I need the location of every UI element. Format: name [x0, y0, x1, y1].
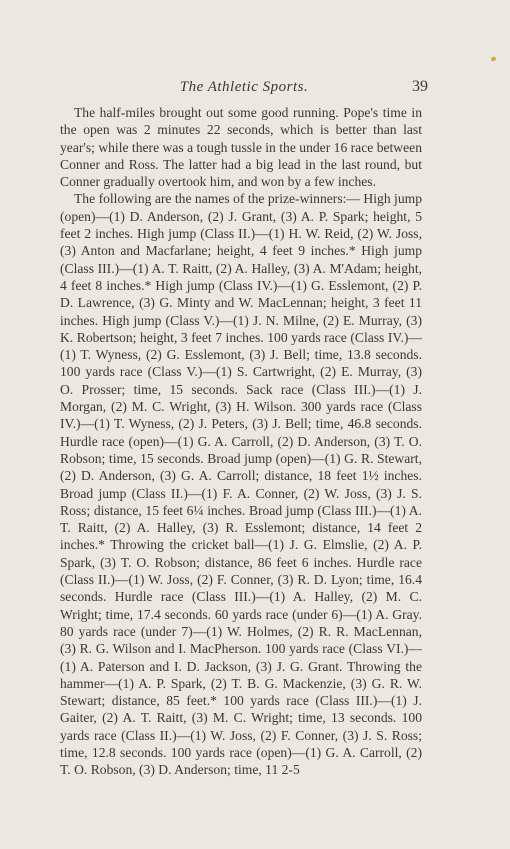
paragraph-prize-winners: The following are the names of the prize-winners:— High jump (open)—(1) D. Anderson, (2) J. Grant, (3) A. P. Spark; height, 5 feet 2 inches. High jump (Class II.)—(1) H. W. Reid, (2) W. Joss, (3) Anton and Macfarlane; height, 4 feet 9 inches.* High jump (Class III.)—(1) A. T. Raitt, (2) A. Halley, (3) A. M'Adam; height, 4 feet 8 inches.* High jump (Class IV.)—(1) G. Esslemont, (2) P. D. Lawrence, (3) G. Minty and W. MacLennan; height, 3 feet 11 inches. High jump (Class V.)—(1) J. N. Milne, (2) E. Murray, (3) K. Robertson; height, 3 feet 7 inches. 100 yards race (Class IV.)—(1) T. Wyness, (2) G. Esslemont, (3) J. Bell; time, 13.8 seconds. 100 yards race (Class V.)—(1) S. Cartwright, (2) E. Murray, (3) O. Prosser; time, 15 seconds. Sack race (Class III.)—(1) J. Morgan, (2) M. C. Wright, (3) H. Wilson. 300 yards race (Class IV.)—(1) T. Wyness, (2) J. Peters, (3) J. Bell; time, 46.8 seconds. Hurdle race (open)—(1) G. A. Carroll, (2) D. Anderson, (3) T. O. Robson; time, 15 seconds. Broad jump (open)—(1) G. R. Stewart, (2) D. Anderson, (3) G. A. Carroll; distance, 18 feet 1½ inches. Broad jump (Class II.)—(1) F. A. Conner, (2) W. Joss, (3) J. S. Ross; distance, 15 feet 6¼ inches. Broad jump (Class III.)—(1) A. T. Raitt, (2) A. Halley, (3) R. Esslemont; distance, 14 feet 2 inches.* Throwing the cricket ball—(1) J. G. Elmslie, (2) A. P. Spark, (3) T. O. Robson; distance, 86 feet 6 inches. Hurdle race (Class II.)—(1) W. Joss, (2) F. Conner, (3) R. D. Lyon; time, 16.4 seconds. Hurdle race (Class III.)—(1) A. Halley, (2) M. C. Wright; time, 17.4 seconds. 60 yards race (under 6)—(1) A. Gray. 80 yards race (under 7)—(1) W. Holmes, (2) R. R. MacLennan, (3) R. G. Wilson and I. MacPherson. 100 yards race (Class VI.)—(1) A. Paterson and I. D. Jackson, (3) J. G. Grant. Throwing the hammer—(1) A. P. Spark, (2) T. B. G. Mackenzie, (3) G. R. W. Stewart; distance, 85 feet.* 100 yards race (Class III.)—(1) J. Gaiter, (2) A. T. Raitt, (3) M. C. Wright; time, 13 seconds. 100 yards race (Class II.)—(1) W. Joss, (2) F. Conner, (3) J. S. Ross; time, 12.8 seconds. 100 yards race (open)—(1) G. A. Carroll, (2) T. O. Robson, (3) D. Anderson; time, 11 2-5	[60, 191, 422, 778]
ink-mark	[490, 56, 496, 62]
body-text	[60, 104, 422, 779]
running-title: The Athletic Sports.	[179, 79, 309, 95]
paragraph-half-miles: The half-miles brought out some good running. Pope's time in the open was 2 minutes 22 seconds, which is better than last year's; while there was a tough tussle in the under 16 race between Conner and Ross. The latter had a big lead in the last round, but Conner gradually overtook him, and won by a few inches.	[60, 105, 422, 190]
page-header	[60, 78, 428, 98]
page-number: 39	[412, 78, 428, 95]
